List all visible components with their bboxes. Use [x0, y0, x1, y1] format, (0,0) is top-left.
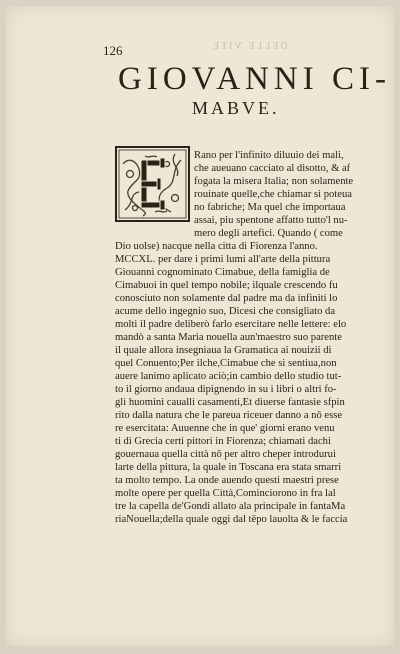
text-line: mero degli artefici. Quando ( come [194, 228, 343, 239]
text-line: gouernaua quella città nō per altro cheper introdurui [115, 449, 336, 460]
book-page [6, 6, 394, 646]
page-number: 126 [103, 43, 123, 58]
text-line: gli huomini caualli casamenti,Et diuerse fantasie sfpin [115, 397, 345, 408]
text-line: re esercitata: Auuenne che in que' giorni erano venu [115, 423, 335, 434]
text-line: Cimabuoi in quel tempo nobile; ilquale crescendo fu [115, 280, 338, 291]
text-line: rito dalla natura che le pareua riceuer danno a nō esse [115, 410, 343, 421]
text-line: molte opere per quella Città,Cominciorono in fra lal [115, 488, 336, 499]
text-line: fogata la misera Italia; non solamente [194, 176, 354, 187]
text-line: acume dello ingegnio suo, Dicesi che consigliato da [115, 306, 336, 317]
chapter-title-line-2: MABVE. [192, 98, 280, 118]
text-line: Rano per l'infinito diluuio dei mali, [194, 150, 344, 161]
text-line: to il giorno andaua dipignendo in su i libri o altri fo- [115, 384, 337, 395]
show-through-text: DELLE VITE [211, 41, 288, 52]
text-line: auere lanimo aplicato aciò;in cambio dello studio tut- [115, 371, 342, 382]
text-line: molti il padre deliberò farlo esercitare nelle lettere: elo [115, 319, 347, 330]
text-line: no fabriche; Ma quel che importaua [194, 202, 346, 213]
text-line: il quale allora insegniaua la Gramatica ai nouizii di [115, 345, 332, 356]
text-line: mandò a santa Maria nouella aun'maestro suo parente [115, 332, 342, 343]
text-line: rouinate quelle,che chiamar si poteua [194, 189, 352, 200]
chapter-title-line-1: GIOVANNI CI- [118, 61, 391, 97]
text-line: ti di Grecia certi pittori in Fiorenza; chiamati dachi [115, 436, 331, 447]
text-line: Dio uolse) nacque nella citta di Fiorenza l'anno. [115, 241, 318, 252]
text-line: che aueuano cacciato al disotto, & af [194, 163, 351, 174]
text-line: conosciuto non solamente dal padre ma da infiniti lo [115, 293, 338, 304]
text-line: Giouanni cognominato Cimabue, della famiglia de [115, 267, 330, 278]
text-line: quel Conuento;Per ilche,Cimabue che si sentiua,non [115, 358, 337, 369]
text-line: ta molto tempo. La onde auendo questi maestri prese [115, 475, 339, 486]
text-line: riaNouella;della quale oggi dal tēpo lauolta & le faccia [115, 514, 348, 525]
text-line: assai, piu spentone affatto tutto'l nu- [194, 215, 348, 226]
text-line: tre la capella de'Gondi allato ala principale in fantaMa [115, 501, 346, 512]
ornamental-initial-icon [115, 146, 190, 222]
text-line: MCCXL. per dare i primi lumi all'arte della pittura [115, 254, 331, 265]
text-line: larte della pittura, la quale in Toscana era stata smarri [115, 462, 342, 473]
